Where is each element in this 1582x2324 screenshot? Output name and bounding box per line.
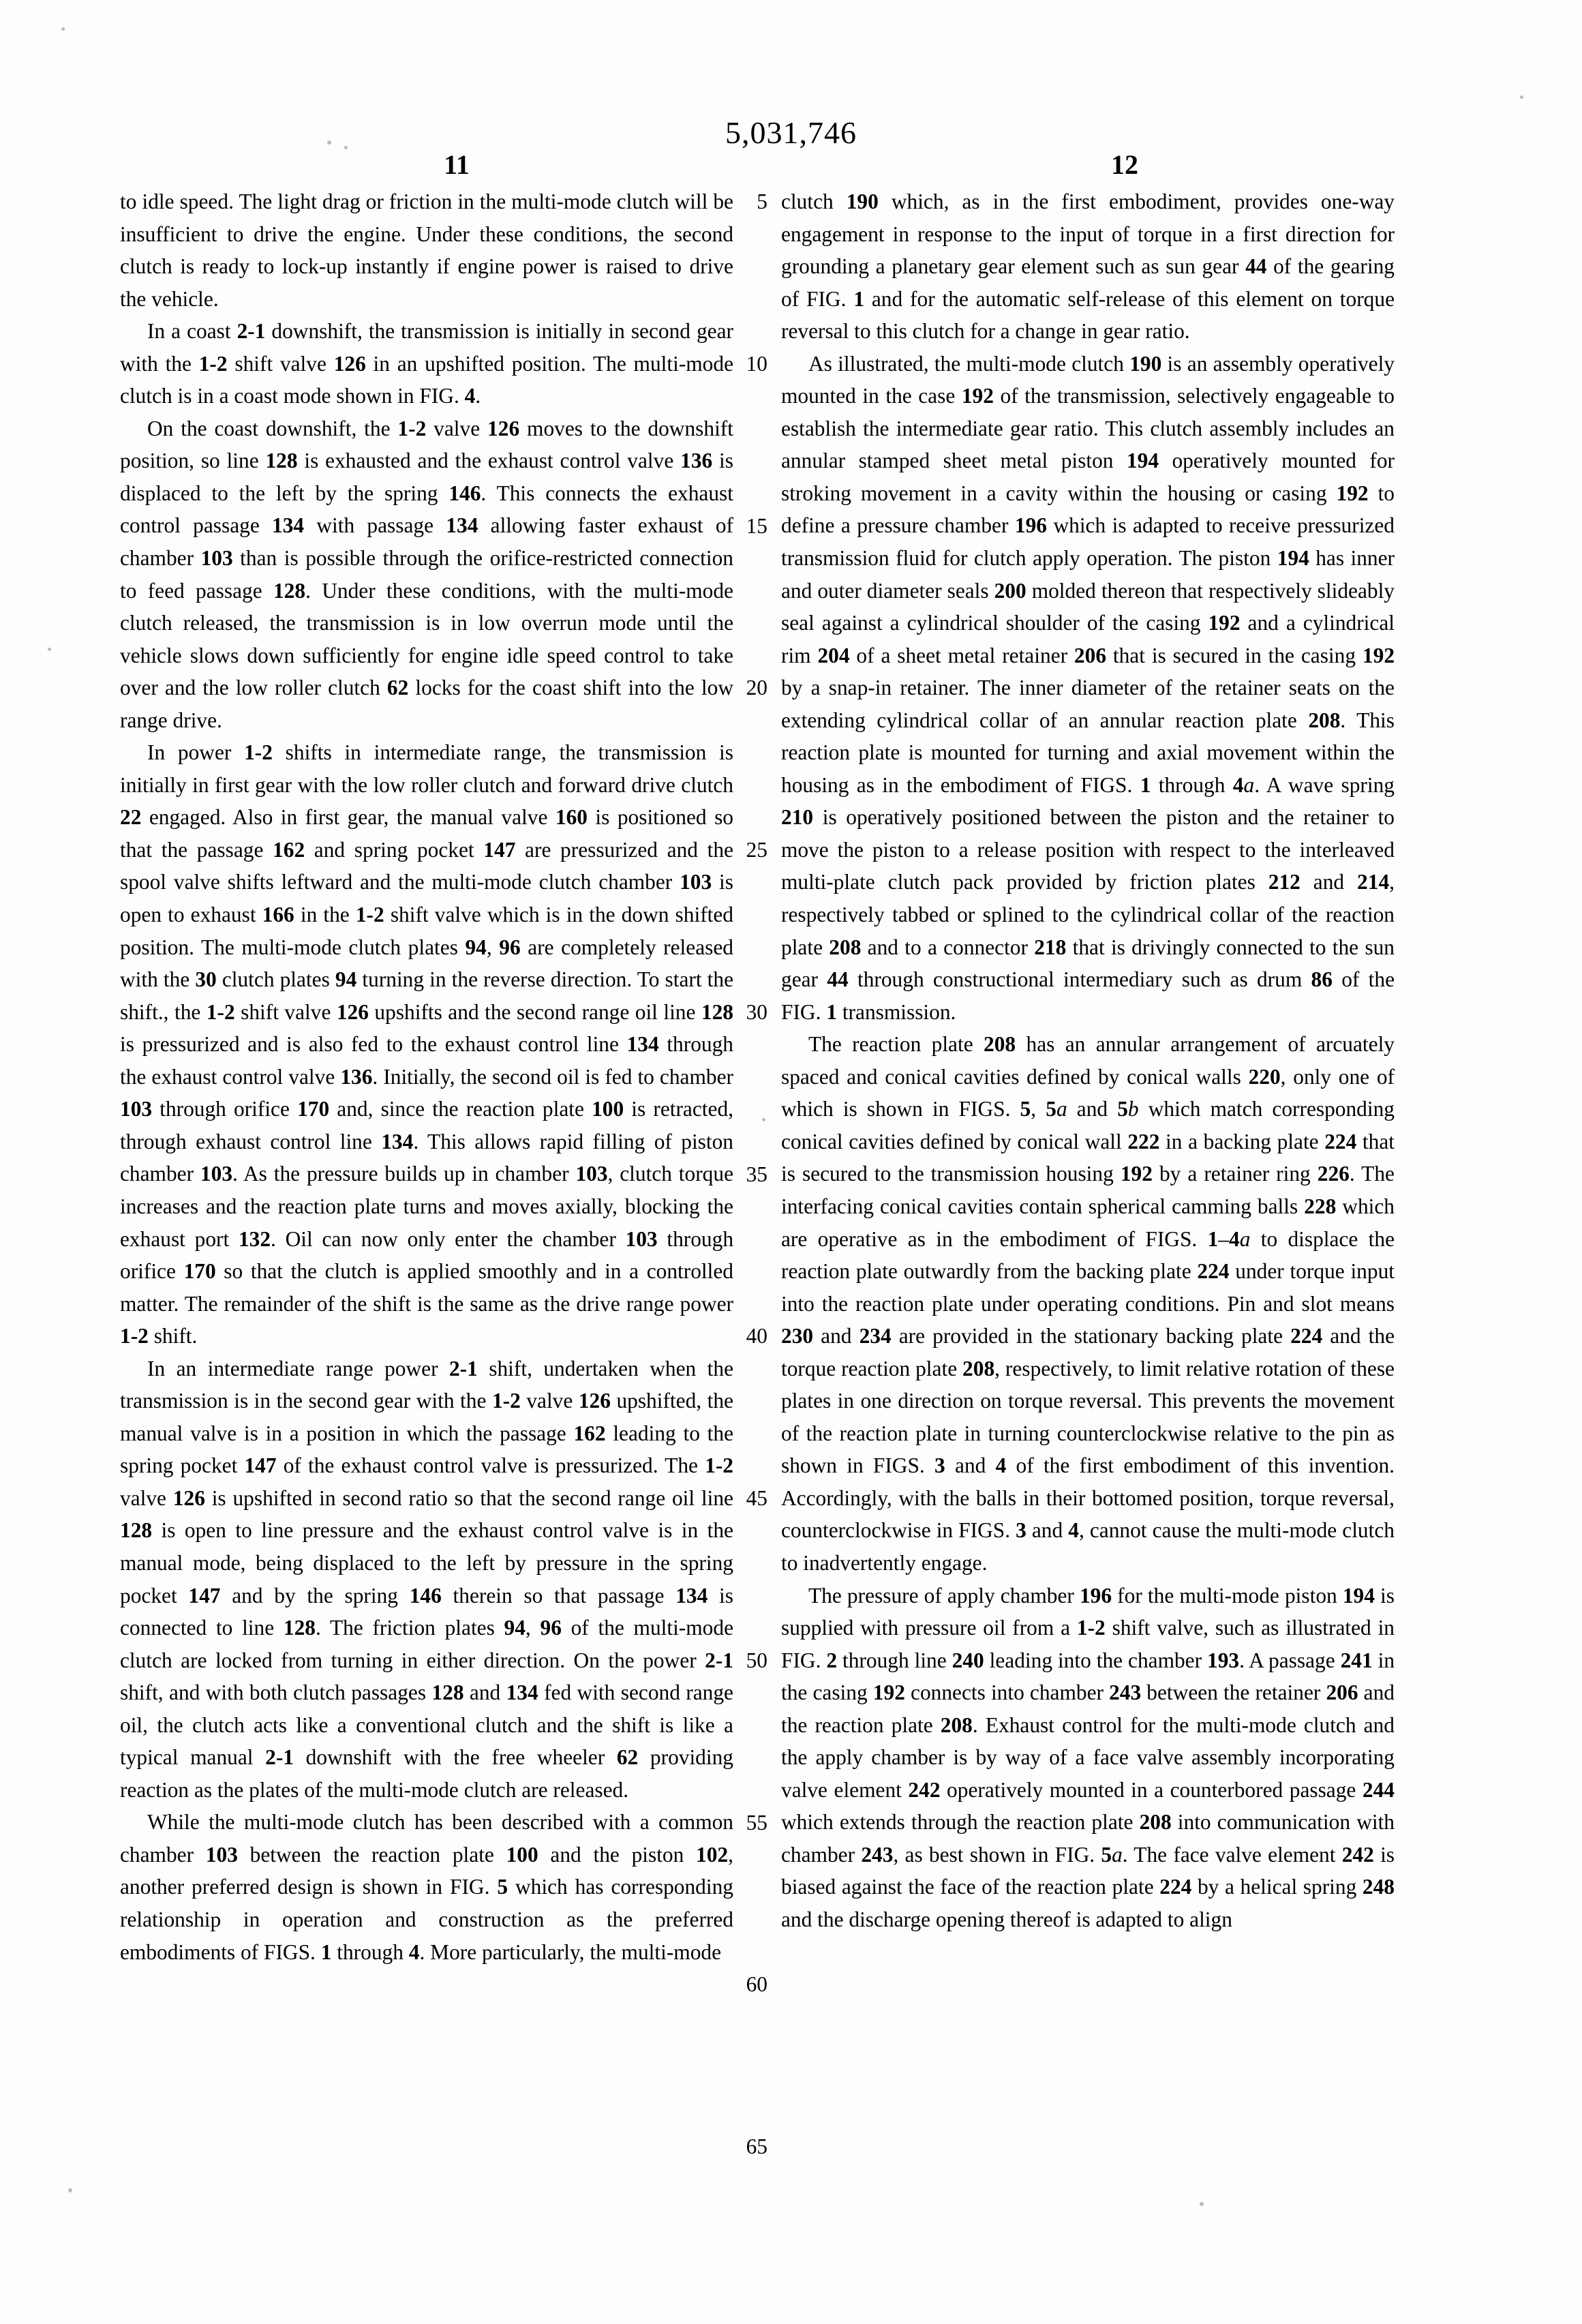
scan-speckle bbox=[1520, 95, 1523, 99]
paragraph: In power 1-2 shifts in intermediate range, the transmission is initially in first gear with the low roller clutch and forward drive clutch 22 engaged. Also in first gear, the manual valve 160 is positioned so that the passage 162 and spring pocket 147 are pressurized and the spool valve shifts leftward and the multi-mode clutch chamber 103 is open to exhaust 166 in the 1-2 shift valve which is in the down shifted position. The multi-mode clutch plates 94, 96 are completely released with the 30 clutch plates 94 turning in the reverse direction. To start the shift., the 1-2 shift valve 126 upshifts and the second range oil line 128 is pressurized and is also fed to the exhaust control line 134 through the exhaust control valve 136. Initially, the second oil is fed to chamber 103 through orifice 170 and, since the reaction plate 100 is retracted, through exhaust control line 134. This allows rapid filling of piston chamber 103. As the pressure builds up in chamber 103, clutch torque increases and the reaction plate turns and moves axially, blocking the exhaust port 132. Oil can now only enter the chamber 103 through orifice 170 so that the clutch is applied smoothly and in a controlled matter. The remainder of the shift is the same as the drive range power 1-2 shift. bbox=[120, 740, 734, 1348]
line-number: 35 bbox=[746, 1162, 767, 1186]
line-number: 60 bbox=[746, 1972, 767, 1997]
line-number: 5 bbox=[757, 190, 767, 213]
paragraph: The reaction plate 208 has an annular arrangement of arcuately spaced and conical cavities defined by conical walls 220, only one of which is shown in FIGS. 5, 5a and 5b which match corresponding conical cavities defined by conical wall 222 in a backing plate 224 that is secured to the transmission housing 192 by a retainer ring 226. The interfacing conical cavities contain spherical camming balls 228 which are operative as in the embodiment of FIGS. 1–4a to displace the reaction plate outwardly from the backing plate 224 under torque input into the reaction plate under operating conditions. Pin and slot means 230 and 234 are provided in the stationary backing plate 224 and the torque reaction plate 208, respectively, to limit relative rotation of these plates in one direction on torque reversal. This prevents the movement of the reaction plate in turning counterclockwise relative to the pin as shown in FIGS. 3 and 4 of the first embodiment of this invention. Accordingly, with the balls in their bottomed position, torque reversal, counterclockwise in FIGS. 3 and 4, cannot cause the multi-mode clutch to inadvertently engage. bbox=[781, 1032, 1395, 1575]
paragraph: The pressure of apply chamber 196 for the multi-mode piston 194 is supplied with pressure oil from a 1-2 shift valve, such as illustrated in FIG. 2 through line 240 leading into the chamber 193. A passage 241 in the casing 192 connects into chamber 243 between the retainer 206 and the reaction plate 208. Exhaust control for the multi-mode clutch and the apply chamber is by way of a face valve assembly incorporating valve element 242 operatively mounted in a counterbored passage 244 which extends through the reaction plate 208 into communication with chamber 243, as best shown in FIG. 5a. The face valve element 242 is biased against the face of the reaction plate 224 by a helical spring 248 and the discharge opening thereof is adapted to align bbox=[781, 1583, 1395, 1931]
paragraph: In a coast 2-1 downshift, the transmission is initially in second gear with the 1-2 shift valve 126 in an upshifted position. The multi-mode clutch is in a coast mode shown in FIG. 4. bbox=[120, 319, 734, 408]
line-number: 25 bbox=[746, 838, 767, 862]
paragraph: clutch 190 which, as in the first embodiment, provides one-way engagement in response to the input of torque in a first direction for grounding a planetary gear element such as sun gear 44 of the gearing of FIG. 1 and for the automatic self-release of this element on torque reversal to this clutch for a change in gear ratio. bbox=[781, 190, 1395, 344]
line-number: 55 bbox=[746, 1810, 767, 1835]
line-number: 10 bbox=[746, 351, 767, 376]
paragraph: to idle speed. The light drag or friction in the multi-mode clutch will be insufficient to drive the engine. Under these conditions, the second clutch is ready to lock-up instantly if engine power is raised to drive the vehicle. bbox=[120, 190, 733, 311]
scan-speckle bbox=[1200, 2202, 1204, 2206]
paragraph: While the multi-mode clutch has been described with a common chamber 103 between the reaction plate 100 and the piston 102, another preferred design is shown in FIG. 5 which has corresponding relationship in operation and construction as the preferred embodiments of FIGS. 1 through 4. More particularly, the multi-mode bbox=[120, 1810, 733, 1964]
patent-number: 5,031,746 bbox=[725, 115, 857, 150]
line-number: 65 bbox=[746, 2134, 767, 2158]
paragraph: On the coast downshift, the 1-2 valve 126 moves to the downshift position, so line 128 is exhausted and the exhaust control valve 136 is displaced to the left by the spring 146. This connects the exhaust control passage 134 with passage 134 allowing faster exhaust of chamber 103 than is possible through the orifice-restricted connection to feed passage 128. Under these conditions, with the multi-mode clutch released, the transmission is in low overrun mode until the vehicle slows down sufficiently for engine idle speed control to take over and the low roller clutch 62 locks for the coast shift into the low range drive. bbox=[120, 416, 734, 732]
left-column-number: 11 bbox=[444, 149, 470, 180]
line-number: 30 bbox=[746, 999, 767, 1024]
line-number: 50 bbox=[746, 1648, 767, 1672]
scan-speckle bbox=[48, 648, 51, 651]
line-number: 40 bbox=[746, 1324, 767, 1348]
scan-speckle bbox=[61, 27, 65, 31]
right-column-number: 12 bbox=[1111, 149, 1138, 180]
line-number: 45 bbox=[746, 1486, 767, 1510]
left-text-column bbox=[120, 185, 733, 1968]
right-text-column bbox=[781, 185, 1395, 1936]
paragraph: As illustrated, the multi-mode clutch 190 is an assembly operatively mounted in the case 192 of the transmission, selectively engageable to establish the intermediate gear ratio. This clutch assembly includes an annular stamped sheet metal piston 194 operatively mounted for stroking movement in a cavity within the housing or casing 192 to define a pressure chamber 196 which is adapted to receive pressurized transmission fluid for clutch apply operation. The piston 194 has inner and outer diameter seals 200 molded thereon that respectively slideably seal against a cylindrical shoulder of the casing 192 and a cylindrical rim 204 of a sheet metal retainer 206 that is secured in the casing 192 by a snap-in retainer. The inner diameter of the retainer seats on the extending cylindrical collar of an annular reaction plate 208. This reaction plate is mounted for turning and axial movement within the housing as in the embodiment of FIGS. 1 through 4a. A wave spring 210 is operatively positioned between the piston and the retainer to move the piston to a release position with respect to the interleaved multi-plate clutch pack provided by friction plates 212 and 214, respectively tabbed or splined to the cylindrical collar of the reaction plate 208 and to a connector 218 that is drivingly connected to the sun gear 44 through constructional intermediary such as drum 86 of the FIG. 1 transmission. bbox=[781, 351, 1395, 1024]
paragraph: In an intermediate range power 2-1 shift, undertaken when the transmission is in the second gear with the 1-2 valve 126 upshifted, the manual valve is in a position in which the passage 162 leading to the spring pocket 147 of the exhaust control valve is pressurized. The 1-2 valve 126 is upshifted in second ratio so that the second range oil line 128 is open to line pressure and the exhaust control valve is in the manual mode, being displaced to the left by pressure in the spring pocket 147 and by the spring 146 therein so that passage 134 is connected to line 128. The friction plates 94, 96 of the multi-mode clutch are locked from turning in either direction. On the power 2-1 shift, and with both clutch passages 128 and 134 fed with second range oil, the clutch acts like a conventional clutch and the shift is like a typical manual 2-1 downshift with the free wheeler 62 providing reaction as the plates of the multi-mode clutch are released. bbox=[120, 1356, 734, 1802]
line-number: 20 bbox=[746, 676, 767, 700]
line-number: 15 bbox=[746, 513, 767, 538]
scan-speckle bbox=[68, 2188, 72, 2192]
